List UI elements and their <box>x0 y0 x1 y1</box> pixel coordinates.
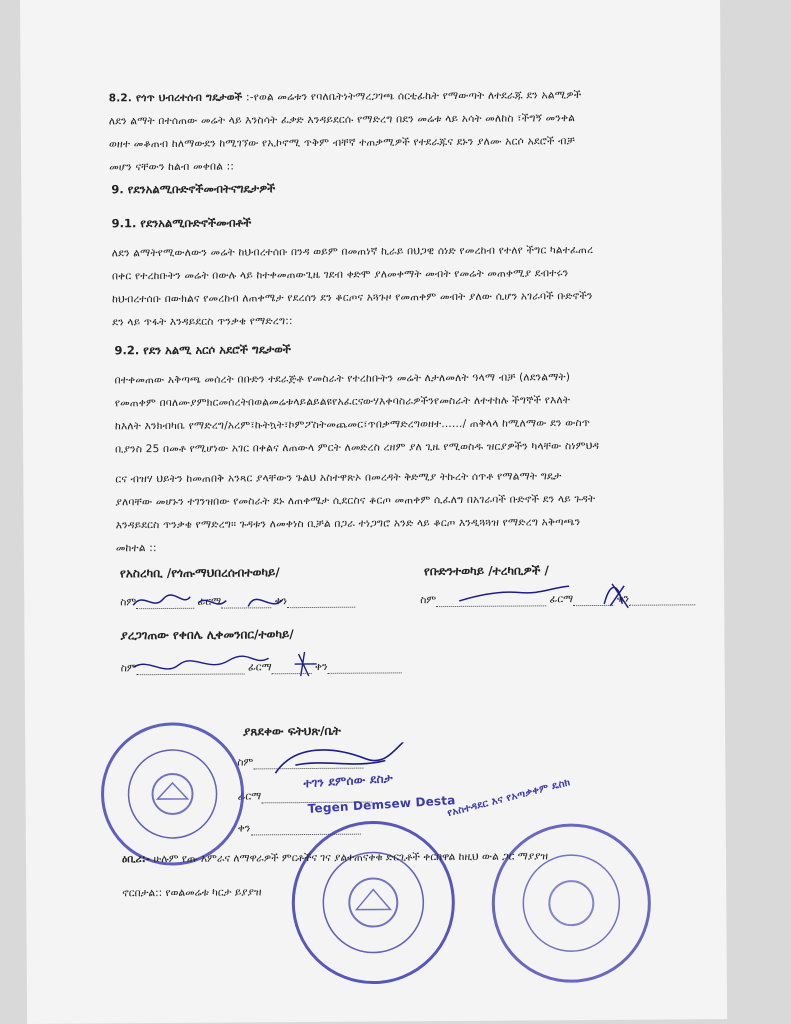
body-line: ቢያንስ 25 በመቶ የሚሆነው አገር በቀልና ለጠውላ ምርት ለመድረስ ረዘም ያለ ጊዜ የሚወስዱ ዝርያዎችን ካላቸው ስነምህዳ <box>115 439 600 456</box>
name-label: ስም <box>420 594 437 607</box>
body-line: ለደን ልማት በተሰጠው መሬት ላይ እንስሳት ፈቃድ እንዳይደርሱ የማድረግ በደን መሬቱ ላይ አሳት መለከስ ፣ችግኝ መንቀል <box>108 112 576 128</box>
sign-label: ፊርማ <box>197 595 222 608</box>
body-line: ወዘተ መቆጠብ ከለማውደን ከሚገኘው የኢኮኖሚ ጥቅም ብቸኛ ተጠቃሚዎች የተደራጁና ደኑን ያለሙ አርሶ አደሮች ብቻ <box>108 135 575 151</box>
approver-title: ያጸደቀው ፍትህጽ/ቤት <box>243 723 341 739</box>
body-line: መከተል :: <box>115 542 157 555</box>
body-line: ደን ላይ ጥፋት እንዳይደርስ ጥንቃቄ የማድረግ:: <box>112 315 293 329</box>
body-line: በቀር የተረከቡትን መሬት በውሉ ላይ ከተቀመጠውጊዜ ገደብ ቀድሞ ያለመቀማት መብት የመሬት መጠቀሚያ ደብተሩን <box>111 267 569 283</box>
body-line: :-የወል መሬቱን የባለቤትነትማረጋገጫ ሰርቲፊኬት የማውጣት ለተደራጁ ደን አልሚዎች <box>245 89 582 104</box>
sign-label: ፊርማ <box>237 790 262 803</box>
sign-label: ፊርማ <box>549 593 574 606</box>
stamp-name-amharic: ተገን ደምሰው ደስታ <box>303 771 394 791</box>
stamp-name-english: Tegen Demsew Desta <box>307 793 456 816</box>
body-line: ለደን ልማትየሚውለውን መሬት ከህብረተሰቡ በንዳ ወይም በመጠነኛ ኪራይ በህጋዊ ሰነድ የመረከብ የተለየ ችግር ካልተፈጠረ <box>111 244 594 260</box>
name-label: ስም <box>120 662 137 675</box>
date-label: ቀን <box>314 660 328 673</box>
document-page <box>20 0 727 1024</box>
body-line: ከእለት እንክብካቤ የማድረግ/አረም፣ኩትኳት፣ኮምፖስትመጨመር፣ጥበቃማድረግወዘተ....../ ጠቅላላ ከሚለማው ደን ውስጥ <box>114 417 591 433</box>
sign-label: ፊርማ <box>247 661 272 674</box>
section-8-2-line-1 <box>109 84 582 110</box>
round-seal-center <box>288 817 459 988</box>
note-text: ሁሉም የጡ አምራና ለማዋራዎች ምርቶችና ገና ያልተጠናቀቁ ድርጊቶች ቀርበዋል ከዚህ ውል ጋር ማያያዝ <box>153 850 549 866</box>
stamp-office-line: የአስተዳደር እና የአጣቃቀም ዴስክ <box>446 777 572 820</box>
body-line: መሆን ናቸውን ከልብ መቀበል :: <box>109 160 235 174</box>
body-line: በተቀመጠው አቅጣጫ መሰረት በቡድን ተደራጅቶ የመስራት የተረከቡትን መሬት ለታለመለት ዓላማ ብቻ (ለደንልማት) <box>114 371 571 387</box>
party2-title: የቡድንተወካይ /ተረካቢዎች / <box>423 563 549 579</box>
witness-title: ያረጋገጠው የቀበሌ ሊቀመንበር/ተወካይ/ <box>120 627 294 643</box>
attachment-note: ኖርበታል:: የወልመሬቱ ካርታ ይያያዝ <box>122 886 262 900</box>
party1-title: የአስረካቢ /የጎጡማህበረሰብተወካይ/ <box>119 565 280 581</box>
signature-scribble-1 <box>128 586 298 617</box>
body-line: ከህብረተሰቡ በውክልና የመረከብ ለጠቀሜታ የደረሰን ደን ቆርጦና አጓጉዞ የመጠቀም መብት ያለው ሲሆን አገራባች ቡድኖችን <box>112 290 593 306</box>
date-label: ቀን <box>274 595 288 608</box>
note-row <box>122 850 548 866</box>
name-label: ስም <box>120 596 137 609</box>
section-9-heading: 9. የደንአልሚቡድኖችመብትናግዴታዎች <box>111 181 276 197</box>
body-line: ያለባቸው መሆኑን ተገንዝበው የመስራት ደኑ ለጠቀሜታ ሲደርስና ቆርጦ መጠቀም ሲፈለግ በአገራባች ቡድኖች ደን ላይ ጉዳት <box>115 492 596 509</box>
body-line: ርና ብዝሃ ህይትን ከመጠበቅ አንጻር ያላቸውን ጉልህ አስተዋጽኦ በመረዳት ቅድሚያ ትኩረት ሰጥቶ የማልማት ግዴታ <box>115 470 562 486</box>
signature-scribble-3 <box>129 648 339 679</box>
round-seal-left <box>97 718 248 869</box>
note-label: ዕቢሪ:- <box>121 853 151 866</box>
name-label: ስም <box>237 756 254 769</box>
date-label: ቀን <box>237 822 251 835</box>
round-seal-right <box>486 818 657 989</box>
section-8-2-heading: 8.2. የጎጥ ህብረተሰብ ግዴታወች <box>108 91 243 105</box>
body-line: እንዳይደርስ ጥንቃቄ የማድረግ። ጉዳቱን ለመቀነስ ቢቻል በጋራ ተነጋግሮ አንድ ላይ ቆርጦ እንዲጓጓዝ የማድረግ አቅጣጫን <box>115 516 581 532</box>
section-9-2-heading: 9.2. የደን አልሚ አርሶ አደሮች ግዴታወች <box>114 342 291 358</box>
body-line: የመጠቀም በባለሙያምክርመሰረትበወልመሬቱላይልይልዩየአፈርናውሃእቀባስራዎችንየመስራት ለተተከሉ ችግኞች የእለት <box>114 394 571 410</box>
section-9-1-heading: 9.1. የደንአልሚቡድኖችመብቶች <box>111 215 252 231</box>
signature-scribble-2 <box>454 573 674 615</box>
date-label: ቀን <box>616 592 630 605</box>
